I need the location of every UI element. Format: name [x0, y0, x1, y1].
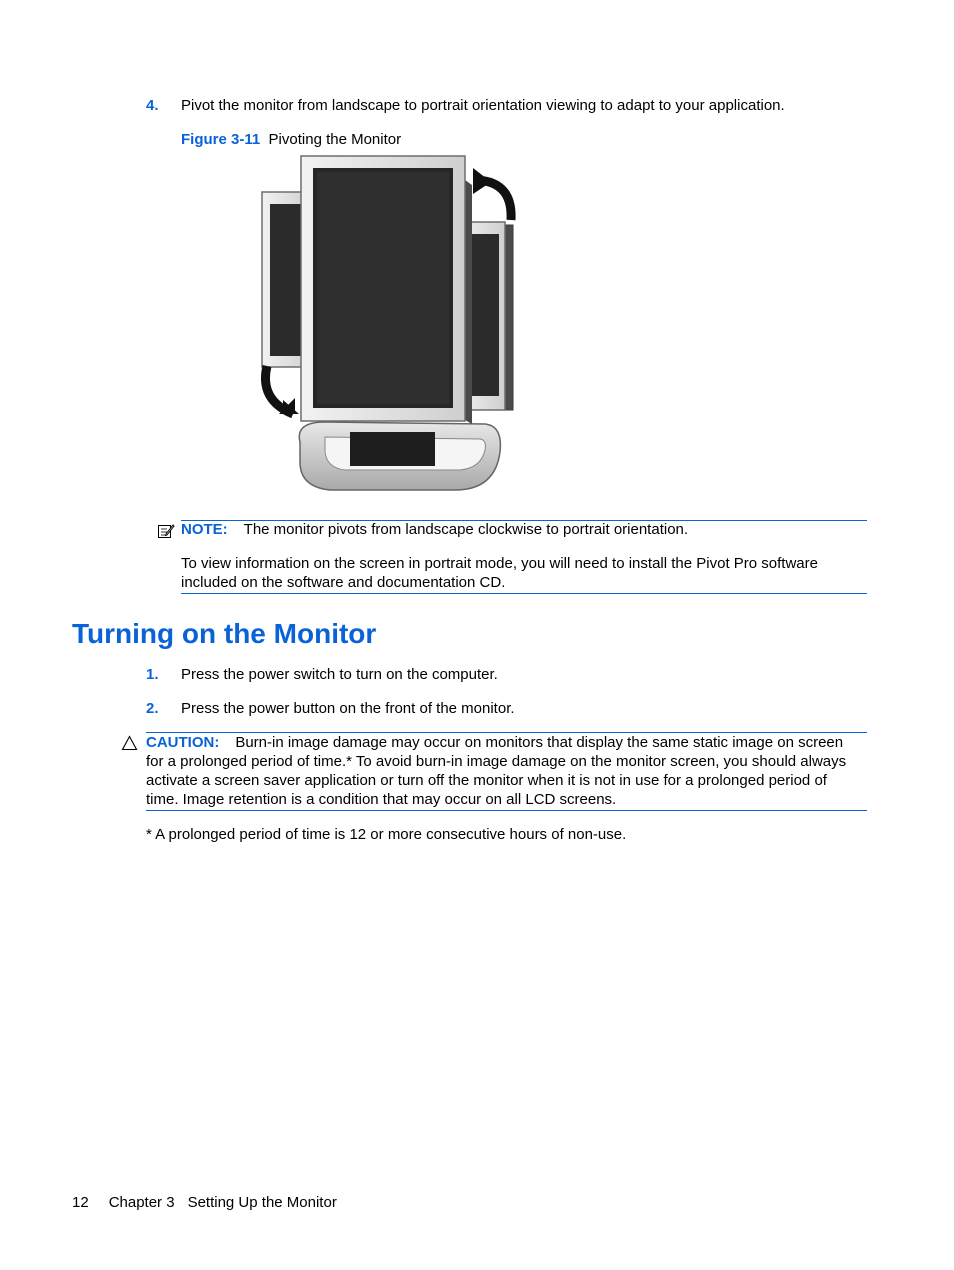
- step-number: 2.: [146, 700, 159, 717]
- caution-text: Burn-in image damage may occur on monitors that display the same static image on screen for a prolonged period of time.* To avoid burn-in image damage on the monitor screen, you should always activate a screen saver application or turn off the monitor when it is not in use for a prolonged period of time. Image retention is a condition that may occur on all LCD screens.: [146, 734, 847, 808]
- caution-bottom-rule: [146, 810, 867, 811]
- step-number: 1.: [146, 666, 159, 683]
- figure-label: Figure 3-11: [181, 131, 261, 148]
- step-text: Pivot the monitor from landscape to portrait orientation viewing to adapt to your application.: [181, 97, 785, 114]
- figure-caption: [181, 131, 401, 148]
- caution-label: CAUTION:: [146, 734, 220, 751]
- note-text: The monitor pivots from landscape clockwise to portrait orientation.: [243, 521, 689, 538]
- footer-chapter: Chapter 3: [108, 1194, 175, 1211]
- step-text: Press the power button on the front of the monitor.: [181, 700, 515, 717]
- note-icon: [157, 522, 175, 540]
- page-number: 12: [72, 1194, 89, 1211]
- step-text: Press the power switch to turn on the computer.: [181, 666, 498, 683]
- step-number: 4.: [146, 97, 159, 114]
- pivoting-monitor-figure: [255, 152, 520, 497]
- caution-triangle-icon: [121, 735, 138, 751]
- figure-title: Pivoting the Monitor: [268, 131, 402, 148]
- footnote: * A prolonged period of time is 12 or more consecutive hours of non-use.: [146, 826, 627, 843]
- page-footer: [72, 1194, 337, 1211]
- footer-chapter-title: Setting Up the Monitor: [187, 1194, 337, 1211]
- section-heading: Turning on the Monitor: [72, 618, 377, 649]
- caution-text-block: [146, 733, 851, 809]
- note-extra-text: To view information on the screen in portrait mode, you will need to install the Pivot Pro software included on the software and documentation CD.: [181, 555, 818, 591]
- note-bottom-rule: [181, 593, 867, 594]
- note-label: NOTE:: [181, 521, 228, 538]
- note-line: [181, 521, 688, 538]
